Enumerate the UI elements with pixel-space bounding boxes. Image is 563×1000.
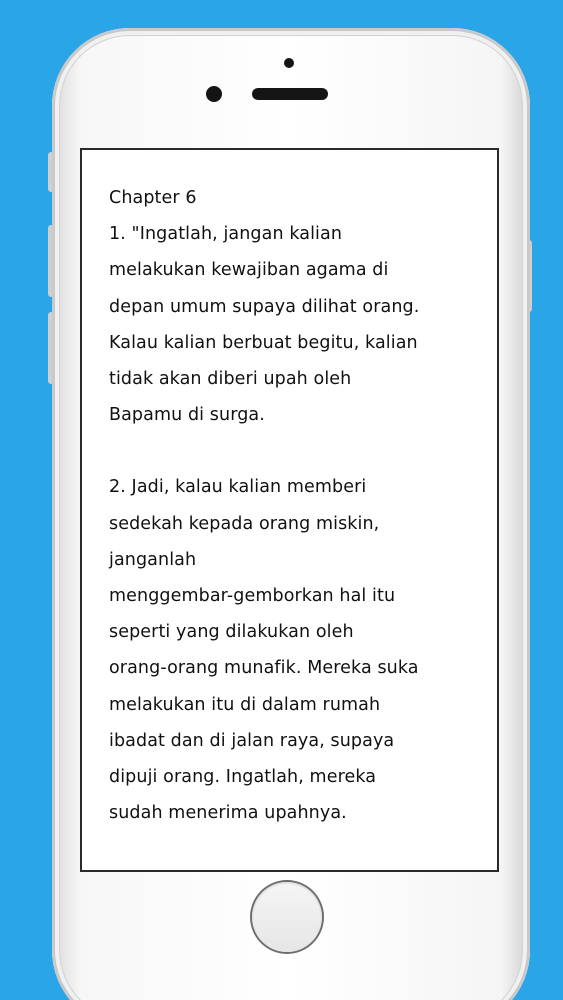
- paragraph-1-line: tidak akan diberi upah oleh: [109, 369, 352, 390]
- paragraph-2-line: janganlah: [109, 549, 197, 570]
- paragraph-gap: [109, 433, 485, 469]
- proximity-sensor-icon: [284, 58, 294, 68]
- front-camera-icon: [206, 86, 222, 102]
- paragraph-2-line: sedekah kepada orang miskin,: [109, 513, 380, 534]
- reader-text: [109, 180, 485, 831]
- paragraph-1-line: Kalau kalian berbuat begitu, kalian: [109, 332, 418, 353]
- reader-screen[interactable]: [80, 148, 499, 872]
- chapter-heading: Chapter 6: [109, 188, 197, 208]
- paragraph-1-line: depan umum supaya dilihat orang.: [109, 296, 420, 317]
- paragraph-1-line: melakukan kewajiban agama di: [109, 260, 389, 281]
- home-button-icon[interactable]: [252, 882, 322, 952]
- paragraph-2-line: dipuji orang. Ingatlah, mereka: [109, 767, 377, 788]
- paragraph-1-line: Bapamu di surga.: [109, 405, 265, 426]
- paragraph-2-line: sudah menerima upahnya.: [109, 803, 347, 824]
- paragraph-1-line: 1. "Ingatlah, jangan kalian: [109, 224, 343, 245]
- paragraph-2-line: 2. Jadi, kalau kalian memberi: [109, 477, 367, 498]
- paragraph-2-line: menggembar-gemborkan hal itu: [109, 586, 396, 607]
- earpiece-icon: [252, 88, 328, 100]
- paragraph-2-line: melakukan itu di dalam rumah: [109, 694, 381, 715]
- paragraph-2-line: orang-orang munafik. Mereka suka: [109, 658, 419, 679]
- paragraph-2-line: ibadat dan di jalan raya, supaya: [109, 730, 395, 751]
- paragraph-2-line: seperti yang dilakukan oleh: [109, 622, 354, 643]
